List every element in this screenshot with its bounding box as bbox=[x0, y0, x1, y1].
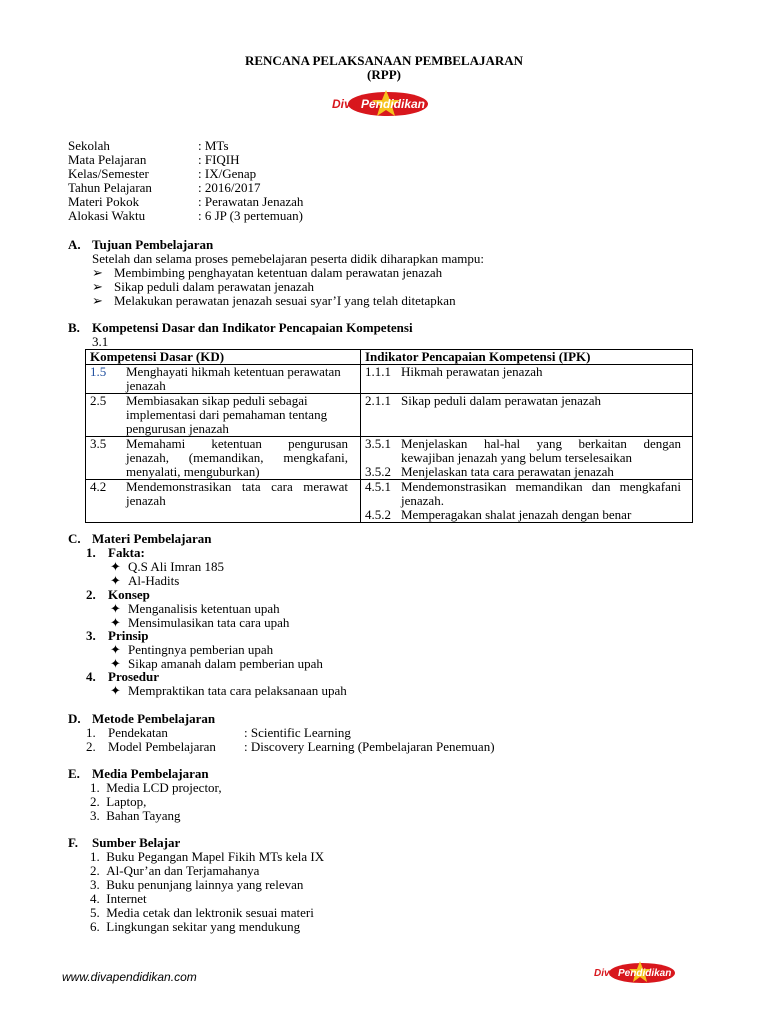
method-value: : Scientific Learning bbox=[244, 725, 351, 740]
section-a-letter: A. bbox=[68, 237, 81, 252]
group-number: 2. bbox=[86, 587, 96, 602]
identity-label: Alokasi Waktu bbox=[68, 208, 146, 223]
table-row bbox=[86, 437, 693, 480]
page-subtitle: (RPP) bbox=[367, 67, 401, 82]
section-c-letter: C. bbox=[68, 531, 81, 546]
identity-label: Sekolah bbox=[68, 138, 110, 153]
list-item: 3. Bahan Tayang bbox=[90, 808, 181, 823]
list-item: ✦ Menganalisis ketentuan upah bbox=[110, 601, 280, 616]
section-b-title: Kompetensi Dasar dan Indikator Pencapaian Kompetensi bbox=[92, 320, 413, 335]
group-title: Prinsip bbox=[108, 628, 149, 643]
list-item: 5. Media cetak dan lektronik sesuai materi bbox=[90, 905, 314, 920]
ipk-cell: 4.5.1 Mendemonstrasikan memandikan dan mengkafani jenazah. 4.5.2 Memperagakan shalat jenazah dengan benar bbox=[361, 480, 693, 523]
arrow-bullet-icon: ➢ bbox=[92, 293, 103, 308]
table-header-kd: Kompetensi Dasar (KD) bbox=[86, 350, 361, 365]
section-a-item: ➢ Melakukan perawatan jenazah sesuai syar’I yang telah ditetapkan bbox=[92, 293, 456, 308]
identity-value: : 6 JP (3 pertemuan) bbox=[198, 208, 303, 223]
kd-cell: 2.5 Membiasakan sikap peduli sebagai implementasi dari pemahaman tentang pengurusan jenazah bbox=[86, 394, 361, 437]
section-e-letter: E. bbox=[68, 766, 80, 781]
cross-bullet-icon: ✦ bbox=[110, 656, 121, 671]
kd-ipk-table bbox=[85, 349, 693, 523]
section-f-title: Sumber Belajar bbox=[92, 835, 181, 850]
list-item: ✦ Sikap amanah dalam pemberian upah bbox=[110, 656, 323, 671]
identity-value: : 2016/2017 bbox=[198, 180, 261, 195]
ipk-cell: 1.1.1 Hikmah perawatan jenazah bbox=[361, 365, 693, 394]
list-item: 1. Buku Pegangan Mapel Fikih MTs kela IX bbox=[90, 849, 325, 864]
cross-bullet-icon: ✦ bbox=[110, 615, 121, 630]
identity-label: Mata Pelajaran bbox=[68, 152, 147, 167]
list-item: 3. Buku penunjang lainnya yang relevan bbox=[90, 877, 304, 892]
ipk-cell: 2.1.1 Sikap peduli dalam perawatan jenazah bbox=[361, 394, 693, 437]
footer-logo bbox=[592, 958, 678, 986]
list-item: ✦ Pentingnya pemberian upah bbox=[110, 642, 274, 657]
list-item: ✦ Mensimulasikan tata cara upah bbox=[110, 615, 290, 630]
identity-value: : FIQIH bbox=[198, 152, 240, 167]
kd-cell: 3.5 Memahami ketentuan pengurusan jenazah, (memandikan, mengkafani, menyalati, menguburkan) bbox=[86, 437, 361, 480]
list-item: ✦ Q.S Ali Imran 185 bbox=[110, 559, 225, 574]
footer-logo-graphic bbox=[592, 958, 678, 986]
section-a-item: ➢ Sikap peduli dalam perawatan jenazah bbox=[92, 279, 314, 294]
group-title: Konsep bbox=[108, 587, 150, 602]
footer-logo-text-pendidikan: Pendidikan bbox=[618, 968, 672, 979]
method-label: Pendekatan bbox=[108, 725, 168, 740]
list-item: 2. Laptop, bbox=[90, 794, 147, 809]
cross-bullet-icon: ✦ bbox=[110, 642, 121, 657]
list-item: ✦ Mempraktikan tata cara pelaksanaan upah bbox=[110, 683, 347, 698]
group-number: 3. bbox=[86, 628, 96, 643]
list-number: 1. bbox=[86, 725, 96, 740]
list-number: 2. bbox=[86, 739, 96, 754]
identity-label: Kelas/Semester bbox=[68, 166, 149, 181]
footer-url[interactable]: www.divapendidikan.com bbox=[62, 970, 197, 984]
section-a-item: ➢ Membimbing penghayatan ketentuan dalam perawatan jenazah bbox=[92, 265, 443, 280]
section-d-letter: D. bbox=[68, 711, 81, 726]
section-d-title: Metode Pembelajaran bbox=[92, 711, 216, 726]
section-e-title: Media Pembelajaran bbox=[92, 766, 209, 781]
list-item: 1. Media LCD projector, bbox=[90, 780, 222, 795]
logo-text-pendidikan: Pendidikan bbox=[361, 97, 426, 111]
group-number: 4. bbox=[86, 669, 96, 684]
section-b-letter: B. bbox=[68, 320, 80, 335]
kd-cell: 1.5 Menghayati hikmah ketentuan perawatan jenazah bbox=[86, 365, 361, 394]
method-value: : Discovery Learning (Pembelajaran Penemuan) bbox=[244, 739, 495, 754]
group-number: 1. bbox=[86, 545, 96, 560]
section-a-title: Tujuan Pembelajaran bbox=[92, 237, 214, 252]
identity-label: Tahun Pelajaran bbox=[68, 180, 152, 195]
method-label: Model Pembelajaran bbox=[108, 739, 216, 754]
group-title: Fakta: bbox=[108, 545, 145, 560]
cross-bullet-icon: ✦ bbox=[110, 683, 121, 698]
section-b-sub: 3.1 bbox=[92, 334, 109, 349]
arrow-bullet-icon: ➢ bbox=[92, 265, 103, 280]
logo-graphic bbox=[328, 86, 432, 120]
list-item: 4. Internet bbox=[90, 891, 147, 906]
section-a-intro: Setelah dan selama proses pemebelajaran peserta didik diharapkan mampu: bbox=[92, 251, 485, 266]
identity-value: : IX/Genap bbox=[198, 166, 257, 181]
page-title: RENCANA PELAKSANAAN PEMBELAJARAN bbox=[244, 53, 524, 68]
table-header-row bbox=[86, 350, 693, 365]
section-f-letter: F. bbox=[68, 835, 78, 850]
identity-label: Materi Pokok bbox=[68, 194, 140, 209]
divapendidikan-logo bbox=[328, 86, 432, 120]
cross-bullet-icon: ✦ bbox=[110, 559, 121, 574]
table-row bbox=[86, 480, 693, 523]
table-header-ipk: Indikator Pencapaian Kompetensi (IPK) bbox=[361, 350, 693, 365]
group-title: Prosedur bbox=[108, 669, 160, 684]
list-item: ✦ Al-Hadits bbox=[110, 573, 180, 588]
identity-value: : Perawatan Jenazah bbox=[198, 194, 304, 209]
table-row bbox=[86, 394, 693, 437]
arrow-bullet-icon: ➢ bbox=[92, 279, 103, 294]
cross-bullet-icon: ✦ bbox=[110, 573, 121, 588]
list-item: 2. Al-Qur’an dan Terjamahanya bbox=[90, 863, 260, 878]
ipk-cell: 3.5.1 Menjelaskan hal-hal yang berkaitan dengan kewajiban jenazah yang belum terselesaikan 3.5.2 Menjelaskan tata cara perawatan jenazah bbox=[361, 437, 693, 480]
footer-logo-text-diva: Diva bbox=[594, 968, 616, 979]
list-item: 6. Lingkungan sekitar yang mendukung bbox=[90, 919, 301, 934]
logo-text-diva: Diva bbox=[332, 97, 358, 111]
kd-cell: 4.2 Mendemonstrasikan tata cara merawat jenazah bbox=[86, 480, 361, 523]
cross-bullet-icon: ✦ bbox=[110, 601, 121, 616]
section-c-title: Materi Pembelajaran bbox=[92, 531, 212, 546]
table-row bbox=[86, 365, 693, 394]
identity-value: : MTs bbox=[198, 138, 229, 153]
